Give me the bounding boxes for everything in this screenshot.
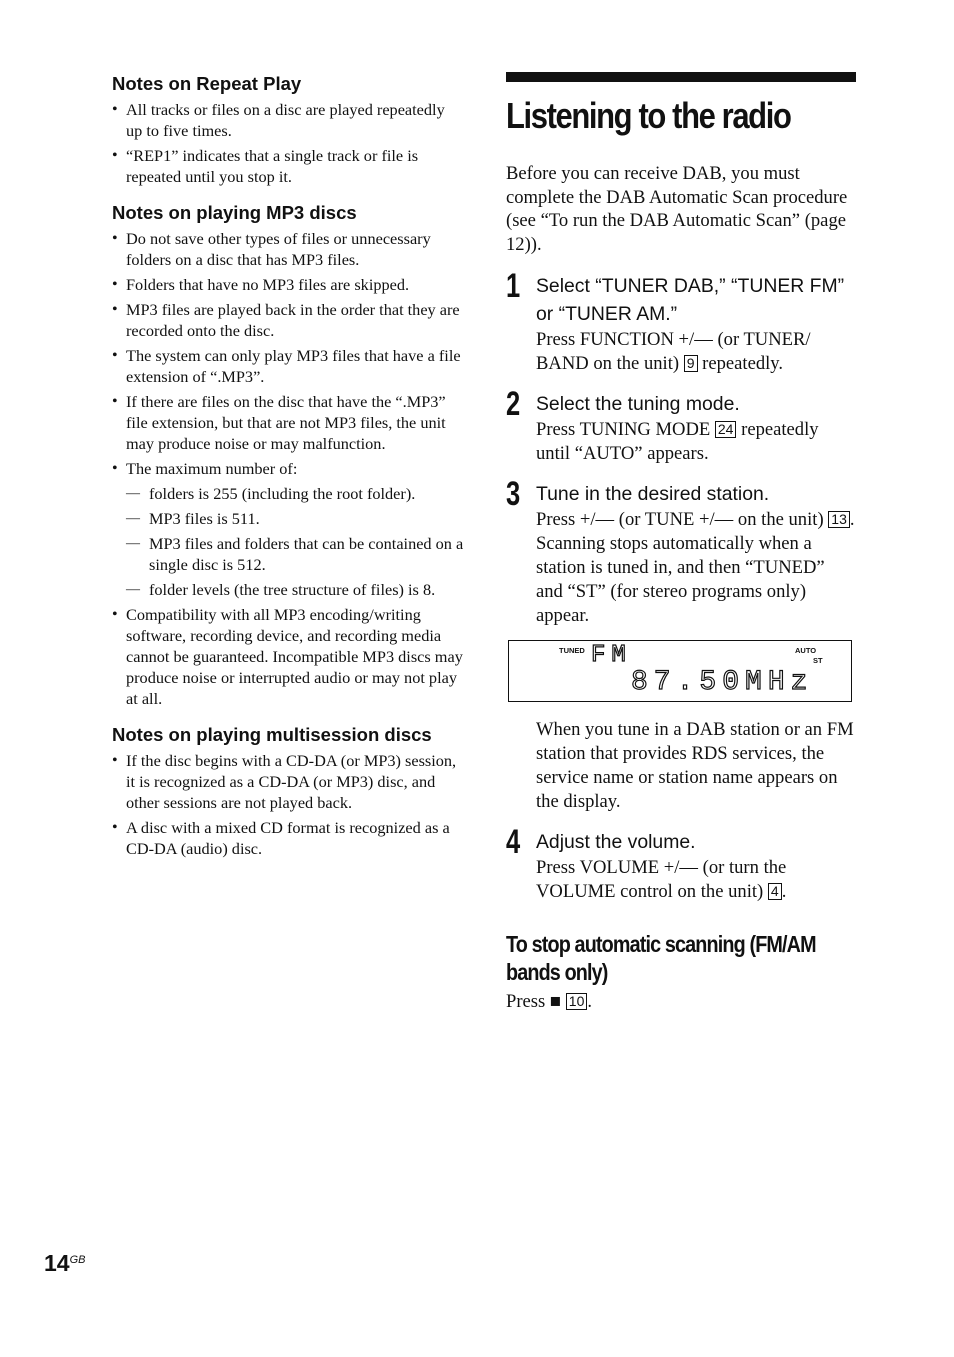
bullet-list	[112, 750, 464, 859]
repeat-notes-section	[112, 72, 464, 187]
dash-item: — folder levels (the tree structure of files) is 8.	[126, 579, 464, 600]
step-body-text: Press +/— (or TUNE +/— on the unit)	[536, 509, 824, 530]
step-body-text: .	[781, 881, 787, 902]
stop-body-text: .	[587, 991, 593, 1012]
ref-number-box: 4	[768, 883, 782, 900]
step-body-text: Press FUNCTION +/— (or TUNER/ BAND on the unit)	[536, 329, 811, 374]
step-number: 3	[506, 475, 521, 513]
step-body-text: Press TUNING MODE	[536, 419, 711, 440]
step-body	[536, 508, 856, 628]
bullet-item-max	[112, 458, 464, 600]
ref-number-box: 10	[566, 993, 588, 1010]
bullet-item: • A disc with a mixed CD format is recognized as a CD-DA (audio) disc.	[112, 817, 464, 859]
dash-item: — folders is 255 (including the root folder).	[126, 483, 464, 504]
ref-number-box: 24	[715, 421, 737, 438]
step-body-text: Press VOLUME +/— (or turn the VOLUME control on the unit)	[536, 857, 787, 902]
dash-item: — MP3 files is 511.	[126, 508, 464, 529]
bullet-text: The maximum number of:	[126, 459, 298, 478]
step-title: Adjust the volume.	[536, 831, 696, 853]
dash-list	[126, 483, 464, 600]
stop-body-text: Press ■	[506, 991, 562, 1012]
bullet-item: • If there are files on the disc that have the “.MP3” file extension, but that are not MP3 files, the unit may produce noise or may malfunction.	[112, 391, 464, 454]
intro-paragraph: Before you can receive DAB, you must complete the DAB Automatic Scan procedure (see “To run the DAB Automatic Scan” (page 12)).	[506, 163, 848, 255]
step-2	[506, 385, 856, 466]
step-number: 1	[506, 267, 521, 305]
display-illustration	[508, 640, 852, 702]
step-body	[536, 856, 856, 904]
dash-item: — MP3 files and folders that can be contained on a single disc is 512.	[126, 533, 464, 575]
bullet-list	[112, 228, 464, 709]
frequency-readout: 87.50MHz	[631, 667, 814, 698]
bullet-item: • Compatibility with all MP3 encoding/writing software, recording device, and recording media cannot be guaranteed. Incompatible MP3 discs may produce noise or interrupted audio or may not play at all.	[112, 604, 464, 709]
multisession-notes-section	[112, 723, 464, 859]
ref-number-box: 13	[828, 511, 850, 528]
step-title: Tune in the desired station.	[536, 483, 770, 505]
step-4	[506, 823, 856, 904]
mp3-notes-section	[112, 201, 464, 709]
step-number: 2	[506, 385, 521, 423]
bullet-list	[112, 99, 464, 187]
step-body	[536, 418, 856, 466]
section-heading: Notes on playing MP3 discs	[112, 202, 357, 223]
band-readout: FM	[591, 642, 632, 669]
section-heading: Notes on playing multisession discs	[112, 724, 432, 745]
bullet-item: • Folders that have no MP3 files are skipped.	[112, 274, 464, 295]
page-title: Listening to the radio	[506, 95, 791, 136]
page-number	[44, 1250, 86, 1277]
bullet-item: • The system can only play MP3 files that have a file extension of “.MP3”.	[112, 345, 464, 387]
step-body	[536, 328, 856, 376]
section-heading: Notes on Repeat Play	[112, 73, 302, 94]
bullet-item: • “REP1” indicates that a single track or file is repeated until you stop it.	[112, 145, 464, 187]
auto-indicator: AUTO	[795, 646, 817, 655]
bullet-item: • Do not save other types of files or unnecessary folders on a disc that has MP3 files.	[112, 228, 464, 270]
page-number-suffix: GB	[69, 1254, 86, 1266]
step-body-text: repeatedly until “AUTO” appears.	[536, 419, 819, 464]
step-body-text: . Scanning stops automatically when a station is tuned in, and then “TUNED” and “ST” (for stereo programs only) appear.	[536, 509, 855, 626]
bullet-item: • If the disc begins with a CD-DA (or MP3) session, it is recognized as a CD-DA (or MP3) disc, and other sessions are not played back.	[112, 750, 464, 813]
stop-scanning-body	[506, 990, 856, 1014]
step-body-text: repeatedly.	[702, 353, 784, 374]
step-3	[506, 475, 856, 814]
step-number: 4	[506, 823, 521, 861]
stereo-indicator: ST	[813, 656, 823, 665]
tuned-indicator: TUNED	[559, 646, 585, 655]
ref-number-box: 9	[684, 355, 698, 372]
step-title: Select the tuning mode.	[536, 393, 740, 415]
right-column	[506, 72, 856, 1014]
title-rule	[506, 72, 856, 82]
left-column	[112, 72, 464, 873]
step-1	[506, 267, 856, 376]
bullet-item: • All tracks or files on a disc are played repeatedly up to five times.	[112, 99, 464, 141]
stop-scanning-heading: To stop automatic scanning (FM/AM bands only)	[506, 931, 816, 985]
step-note: When you tune in a DAB station or an FM station that provides RDS services, the service name or station name appears on the display.	[536, 719, 854, 812]
step-title: Select “TUNER DAB,” “TUNER FM” or “TUNER AM.”	[536, 275, 845, 325]
bullet-item: • MP3 files are played back in the order that they are recorded onto the disc.	[112, 299, 464, 341]
page-number-value: 14	[44, 1250, 70, 1276]
